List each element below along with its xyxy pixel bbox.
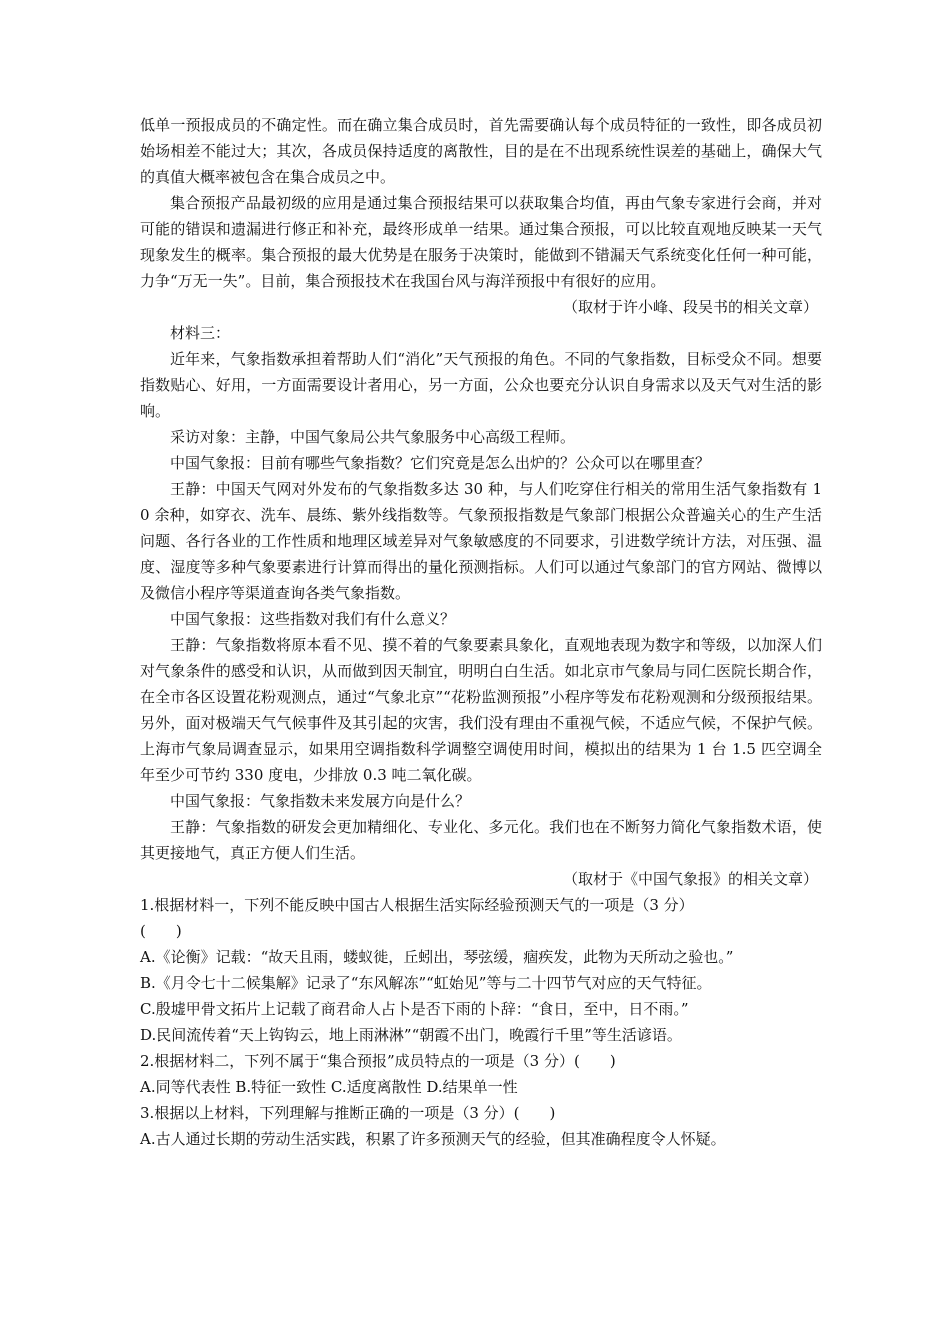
interview-answer: 王静：气象指数将原本看不见、摸不着的气象要素具象化，直观地表现为数字和等级，以加深人们对气象条件的感受和认识，从而做到因天制宜，明明白白生活。如北京市气象局与同仁医院长期合作，在全市各区设置花粉观测点，通过“气象北京”“花粉监测预报”小程序等发布花粉观测和分级预报结果。另外，面对极端天气气候事件及其引起的灾害，我们没有理由不重视气候，不适应气候，不保护气候。上海市气象局调查显示，如果用空调指数科学调整空调使用时间，模拟出的结果为 1 台 1.5 匹空调全年至少可节约 330 度电，少排放 0.3 吨二氧化碳。	[140, 636, 822, 784]
question-3-option-a: A.古人通过长期的劳动生活实践，积累了许多预测天气的经验，但其准确程度令人怀疑。	[140, 1130, 726, 1148]
question-2-stem: 2.根据材料二，下列不属于“集合预报”成员特点的一项是（3 分）( )	[140, 1052, 616, 1070]
source-citation-2: （取材于《中国气象报》的相关文章）	[562, 870, 818, 888]
material-3-paragraph: 近年来，气象指数承担着帮助人们“消化”天气预报的角色。不同的气象指数，目标受众不同。想要指数贴心、好用，一方面需要设计者用心，另一方面，公众也要充分认识自身需求以及天气对生活的影响。	[140, 350, 822, 420]
interview-question: 中国气象报：气象指数未来发展方向是什么？	[170, 792, 471, 810]
question-1-option-c: C.殷墟甲骨文拓片上记载了商君命人占卜是否下雨的卜辞：“食日，至中，日不雨。”	[140, 1000, 689, 1018]
question-1-option-a: A.《论衡》记载：“故天且雨，蝼蚁徙，丘蚓出，琴弦缓，痼疾发，此物为天所动之验也。”	[140, 948, 734, 966]
interview-question: 中国气象报：目前有哪些气象指数？它们究竟是怎么出炉的？公众可以在哪里查？	[170, 454, 711, 472]
source-citation-1: （取材于许小峰、段吴书的相关文章）	[562, 298, 818, 316]
paragraph-ensemble-application: 集合预报产品最初级的应用是通过集合预报结果可以获取集合均值，再由气象专家进行会商，并对可能的错误和遗漏进行修正和补充，最终形成单一结果。通过集合预报，可以比较直观地反映某一天气现象发生的概率。集合预报的最大优势是在服务于决策时，能做到不错漏天气系统变化任何一种可能，力争“万无一失”。目前，集合预报技术在我国台风与海洋预报中有很好的应用。	[140, 194, 822, 290]
interview-subject: 采访对象：主静，中国气象局公共气象服务中心高级工程师。	[170, 428, 576, 446]
interview-question: 中国气象报：这些指数对我们有什么意义？	[170, 610, 456, 628]
question-1-option-b: B.《月令七十二候集解》记录了“东风解冻”“虹始见”等与二十四节气对应的天气特征。	[140, 974, 712, 992]
paragraph-continuation: 低单一预报成员的不确定性。而在确立集合成员时，首先需要确认每个成员特征的一致性，即各成员初始场相差不能过大；其次，各成员保持适度的离散性，目的是在不出现系统性误差的基础上，确保大气的真值大概率被包含在集合成员之中。	[140, 116, 822, 186]
interview-answer: 王静：气象指数的研发会更加精细化、专业化、多元化。我们也在不断努力简化气象指数术语，使其更接地气，真正方便人们生活。	[140, 818, 822, 862]
question-2-options: A.同等代表性 B.特征一致性 C.适度离散性 D.结果单一性	[140, 1078, 518, 1096]
question-1-stem: 1.根据材料一，下列不能反映中国古人根据生活实际经验预测天气的一项是（3 分）	[140, 896, 694, 914]
material-3-heading: 材料三：	[170, 324, 231, 342]
question-1-option-d: D.民间流传着“天上钩钩云，地上雨淋淋”“朝霞不出门，晚霞行千里”等生活谚语。	[140, 1026, 682, 1044]
question-3-stem: 3.根据以上材料，下列理解与推断正确的一项是（3 分）( )	[140, 1104, 556, 1122]
interview-answer: 王静：中国天气网对外发布的气象指数多达 30 种，与人们吃穿住行相关的常用生活气象指数有 10 余种，如穿衣、洗车、晨练、紫外线指数等。气象预报指数是气象部门根据公众普遍关心的生产生活问题、各行各业的工作性质和地理区域差异对气象敏感度的不同要求，引进数学统计方法，对压强、温度、湿度等多种气象要素进行计算而得出的量化预测指标。人们可以通过气象部门的官方网站、微博以及微信小程序等渠道查询各类气象指数。	[140, 480, 822, 602]
question-1-blank: ( )	[140, 922, 182, 940]
